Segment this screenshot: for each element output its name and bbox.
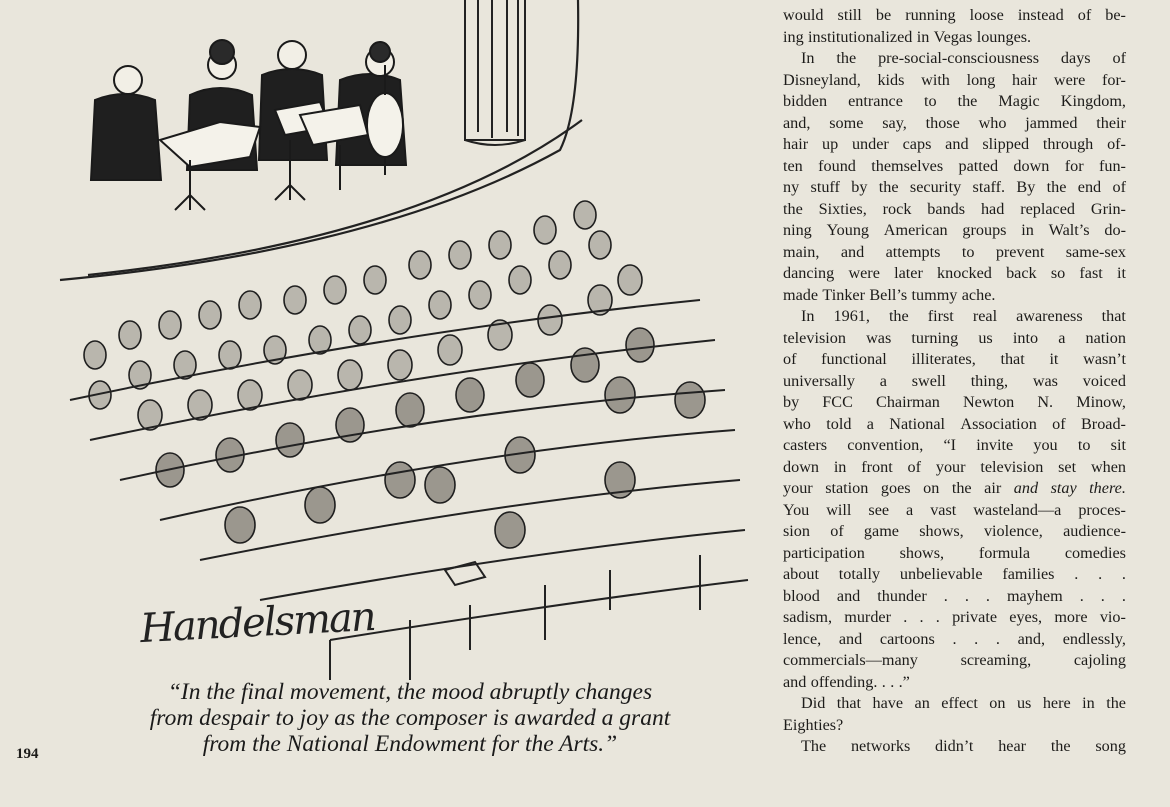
page-number: 194 (16, 746, 39, 762)
article-line: sadism, murder . . . private eyes, more vio- (783, 608, 1126, 626)
article-line: lence, and cartoons . . . and, endlessly, (783, 629, 1126, 648)
article-line: down in front of your television set when (783, 457, 1126, 476)
article-line: universally a swell thing, was voiced (783, 371, 1126, 390)
article-line: commercials—many screaming, cajoling (783, 651, 1126, 669)
article-line: blood and thunder . . . mayhem . . . (783, 586, 1126, 605)
cartoon-caption (120, 679, 700, 757)
article-line: television was turning us into a nation (783, 328, 1126, 347)
caption-line: from the National Endowment for the Arts.” (202, 731, 618, 757)
article-line: about totally unbelievable families . . . (783, 565, 1126, 583)
article-line: Eighties? (783, 715, 844, 734)
article-line: Disneyland, kids with long hair were for- (783, 70, 1126, 89)
article-line: main, and attempts to prevent same-sex (783, 242, 1126, 261)
article-line: Did that have an effect on us here in the (801, 694, 1126, 712)
article-line: ning Young American groups in Walt’s do- (783, 221, 1126, 239)
article-line: made Tinker Bell’s tummy ache. (783, 285, 996, 304)
article-line: dancing were later knocked back so fast it (783, 264, 1126, 282)
article-line: of functional illiterates, that it wasn’t (783, 350, 1126, 368)
article-line: by FCC Chairman Newton N. Minow, (783, 393, 1126, 411)
caption-line: “In the final movement, the mood abruptly changes (167, 679, 653, 705)
article-line: casters convention, “I invite you to sit (783, 436, 1126, 454)
article-line: You will see a vast wasteland—a proces- (783, 500, 1126, 519)
article-text-column (783, 5, 1126, 758)
article-line: ten found themselves patted down for fun- (783, 156, 1126, 175)
article-line: hair up under caps and slipped through of- (783, 135, 1126, 153)
article-line: In the pre-social-consciousness days of (801, 49, 1126, 67)
caption-line: from despair to joy as the composer is awarded a grant (149, 705, 671, 731)
string-quartet-illustration (91, 40, 406, 210)
article-line: participation shows, formula comedies (783, 543, 1126, 562)
article-line: In 1961, the first real awareness that (801, 307, 1126, 325)
article-line: would still be running loose instead of be- (783, 6, 1126, 24)
stage-curtain-illustration (465, 0, 525, 145)
article-line: and offending. . . .” (783, 672, 910, 691)
article-line: The networks didn’t hear the song (801, 737, 1126, 755)
article-line: and, some say, those who jammed their (783, 113, 1126, 132)
article-line: who told a National Association of Broad- (783, 414, 1126, 433)
article-line: the Sixties, rock bands had replaced Grin- (783, 199, 1126, 218)
article-line: bidden entrance to the Magic Kingdom, (783, 92, 1126, 110)
signature-text: Handelsman (138, 593, 376, 653)
article-line: your station goes on the air and stay there. (783, 479, 1126, 497)
article-line: ny stuff by the security staff. By the end of (783, 178, 1126, 196)
article-line: ing institutionalized in Vegas lounges. (783, 27, 1032, 46)
article-line: sion of game shows, violence, audience- (783, 522, 1126, 540)
